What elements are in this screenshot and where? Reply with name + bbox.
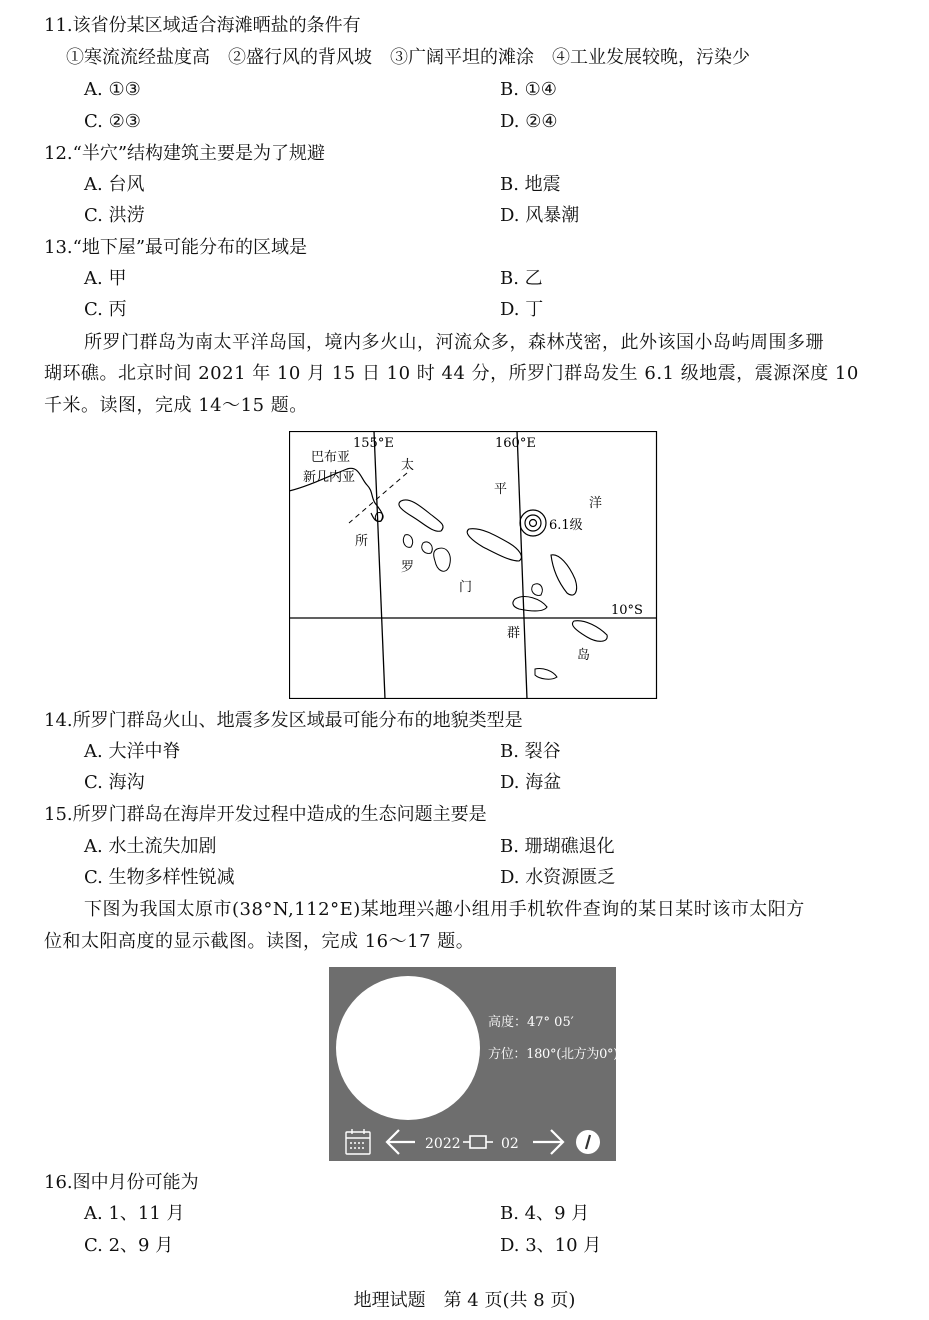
- info-icon[interactable]: [576, 1130, 600, 1154]
- sun-altitude-readout: 高度：47° 05′: [488, 1015, 574, 1030]
- q11-option-b: B. ①④: [500, 79, 557, 100]
- question-16-stem: 16.图中月份可能为: [44, 1172, 199, 1193]
- question-11-stem: 11.该省份某区域适合海滩晒盐的条件有: [44, 15, 361, 36]
- q11-option-c: C. ②③: [84, 111, 141, 132]
- q11-option-d: D. ②④: [500, 111, 558, 132]
- q15-option-b: B. 珊瑚礁退化: [500, 836, 615, 857]
- label-155e: 155°E: [353, 436, 394, 451]
- passage-1-line-3: 千米。读图，完成 14～15 题。: [44, 395, 308, 416]
- label-magnitude: 6.1级: [549, 518, 583, 533]
- q12-option-b: B. 地震: [500, 174, 561, 195]
- day-value: 02: [501, 1136, 519, 1152]
- label-papua-2: 新几内亚: [303, 470, 356, 485]
- arrow-left-icon[interactable]: [387, 1130, 415, 1154]
- label-160e: 160°E: [495, 436, 536, 451]
- month-box-icon[interactable]: [463, 1136, 493, 1148]
- sun-position-app-screenshot: [329, 967, 619, 1161]
- q13-option-d: D. 丁: [500, 299, 544, 320]
- passage-2-line-1: 下图为我国太原市(38°N,112°E)某地理兴趣小组用手机软件查询的某日某时该市太阳方: [84, 899, 805, 920]
- q15-option-a: A. 水土流失加剧: [84, 836, 217, 857]
- q16-option-c: C. 2、9 月: [84, 1235, 174, 1256]
- label-papua-1: 巴布亚: [311, 450, 351, 465]
- q14-option-c: C. 海沟: [84, 772, 145, 793]
- question-15-stem: 15.所罗门群岛在海岸开发过程中造成的生态问题主要是: [44, 804, 487, 825]
- q12-option-d: D. 风暴潮: [500, 205, 580, 226]
- q14-option-b: B. 裂谷: [500, 741, 561, 762]
- question-13-stem: 13.“地下屋”最可能分布的区域是: [44, 237, 308, 258]
- question-11-statements: ①寒流流经盐度高 ②盛行风的背风坡 ③广阔平坦的滩涂 ④工业发展较晚，污染少: [66, 47, 750, 68]
- q12-option-a: A. 台风: [84, 174, 145, 195]
- q15-option-d: D. 水资源匮乏: [500, 867, 616, 888]
- label-tai: 太: [401, 458, 415, 473]
- sun-disc: [336, 976, 480, 1120]
- question-14-stem: 14.所罗门群岛火山、地震多发区域最可能分布的地貌类型是: [44, 710, 523, 731]
- q12-option-c: C. 洪涝: [84, 205, 145, 226]
- passage-1-line-2: 瑚环礁。北京时间 2021 年 10 月 15 日 10 时 44 分，所罗门群岛发生 6.1 级地震，震源深度 10: [44, 363, 859, 384]
- q14-option-a: A. 大洋中脊: [84, 741, 181, 762]
- label-suo: 所: [355, 534, 369, 549]
- passage-2-line-2: 位和太阳高度的显示截图。读图，完成 16～17 题。: [44, 931, 475, 952]
- q16-option-d: D. 3、10 月: [500, 1235, 602, 1256]
- q16-option-b: B. 4、9 月: [500, 1203, 590, 1224]
- label-dao: 岛: [577, 648, 591, 663]
- page-footer: 地理试题 第 4 页(共 8 页): [353, 1290, 576, 1311]
- solomon-islands-map: [289, 431, 658, 699]
- label-luo: 罗: [401, 560, 415, 575]
- label-10s: 10°S: [611, 603, 643, 618]
- label-yang: 洋: [589, 496, 603, 511]
- label-qun: 群: [507, 626, 521, 641]
- q15-option-c: C. 生物多样性锐减: [84, 867, 235, 888]
- q13-option-a: A. 甲: [84, 268, 127, 289]
- question-12-stem: 12.“半穴”结构建筑主要是为了规避: [44, 143, 326, 164]
- q13-option-b: B. 乙: [500, 268, 543, 289]
- passage-1-line-1: 所罗门群岛为南太平洋岛国，境内多火山，河流众多，森林茂密，此外该国小岛屿周围多珊: [84, 332, 824, 353]
- q13-option-c: C. 丙: [84, 299, 127, 320]
- label-men: 门: [459, 580, 473, 595]
- year-value: 2022: [425, 1136, 461, 1152]
- label-ping: 平: [494, 482, 508, 497]
- date-toolbar: [329, 1125, 616, 1161]
- q14-option-d: D. 海盆: [500, 772, 562, 793]
- sun-azimuth-readout: 方位：180°(北方为0°): [488, 1047, 619, 1062]
- q11-option-a: A. ①③: [84, 79, 141, 100]
- arrow-right-icon[interactable]: [533, 1130, 563, 1154]
- calendar-icon[interactable]: [346, 1129, 370, 1154]
- q16-option-a: A. 1、11 月: [84, 1203, 185, 1224]
